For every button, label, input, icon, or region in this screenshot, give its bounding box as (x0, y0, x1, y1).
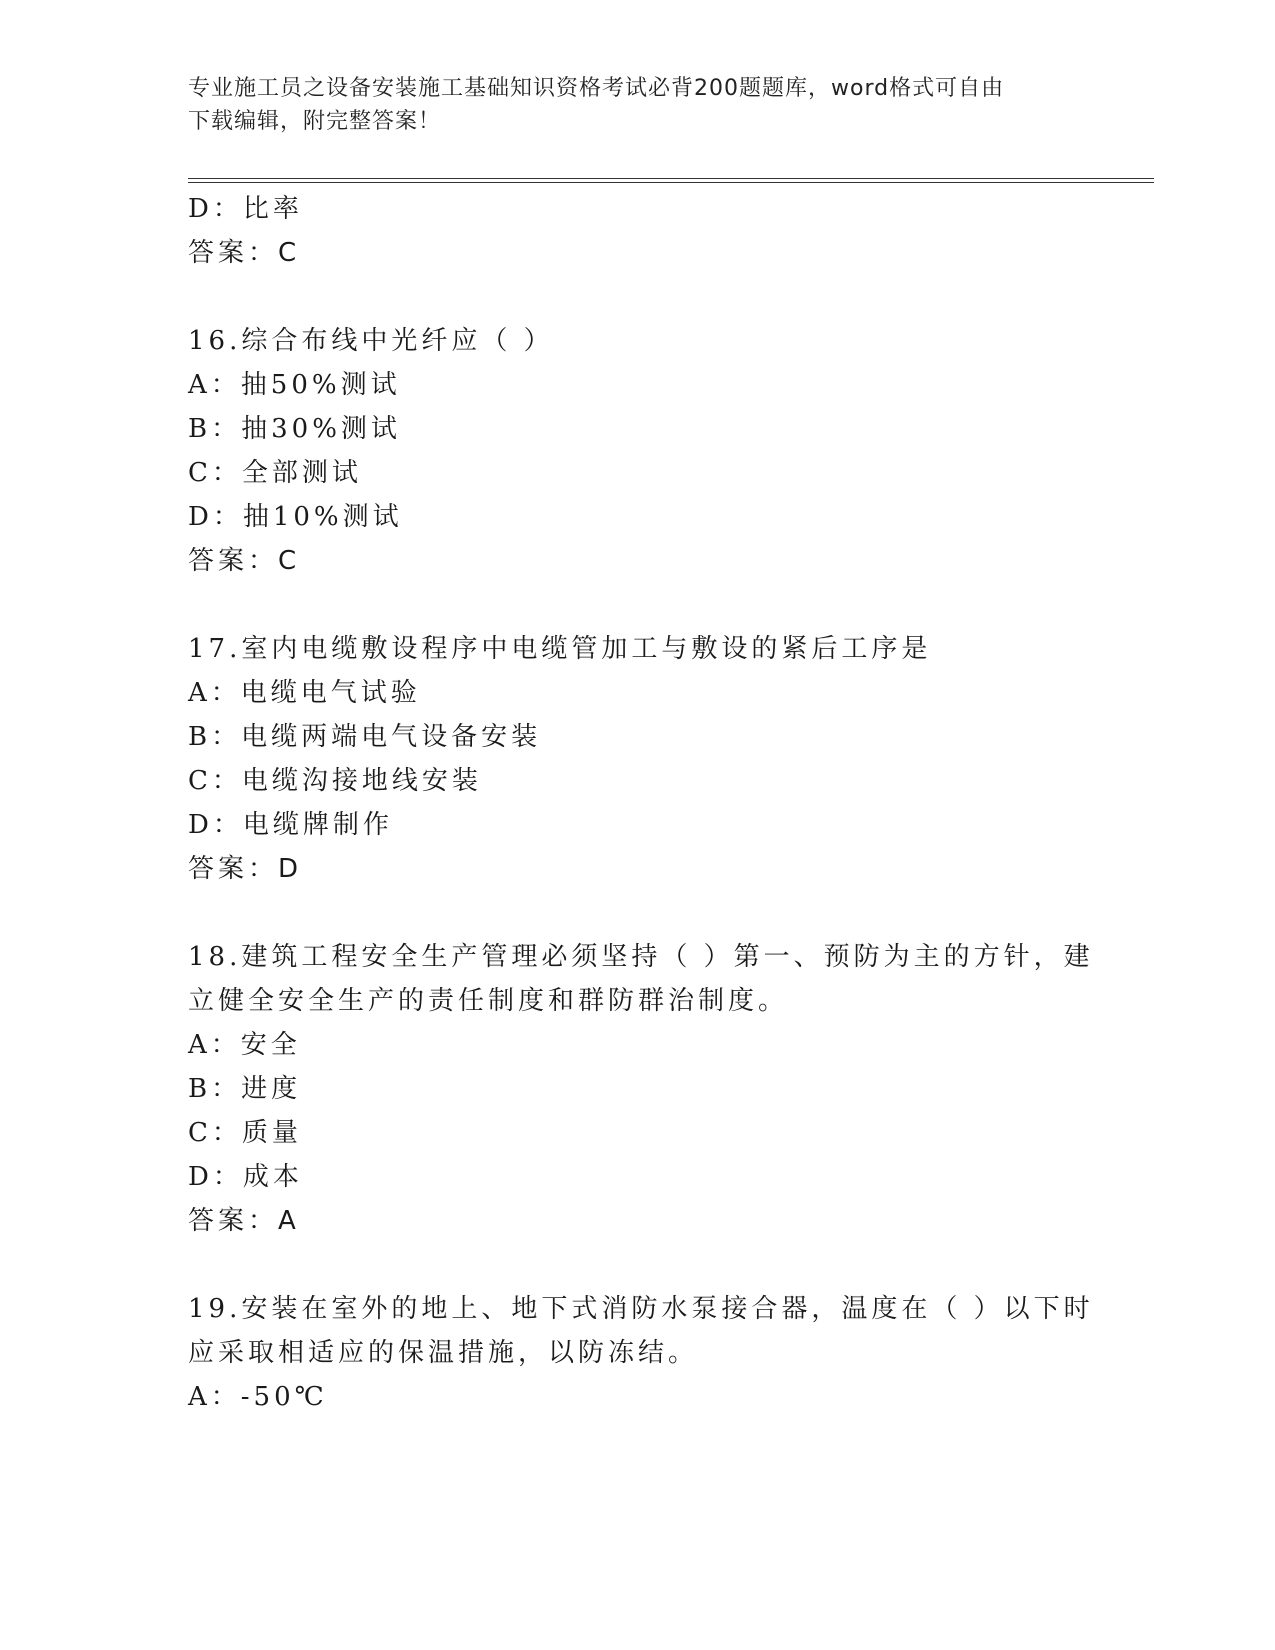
option-d: D：比率 (188, 194, 303, 224)
answer: 答案：C (188, 546, 301, 576)
header-rule-bottom (188, 182, 1154, 183)
header-rule-top (188, 178, 1154, 179)
option-d: D：成本 (188, 1162, 303, 1192)
option-a: A：抽50%测试 (188, 370, 401, 400)
question-16: 16.综合布线中光纤应（ ） (188, 326, 554, 356)
option-d: D：电缆牌制作 (188, 810, 393, 840)
option-c: C：全部测试 (188, 458, 362, 488)
option-c: C：质量 (188, 1118, 302, 1148)
header-line-1: 专业施工员之设备安装施工基础知识资格考试必背200题题库，word格式可自由 (188, 76, 1005, 101)
option-a: A：电缆电气试验 (188, 678, 421, 708)
question-19: 19.安装在室外的地上、地下式消防水泵接合器，温度在（ ）以下时 (188, 1294, 1094, 1324)
option-b: B：电缆两端电气设备安装 (188, 722, 542, 752)
option-b: B：进度 (188, 1074, 302, 1104)
question-18-continued: 立健全安全生产的责任制度和群防群治制度。 (188, 986, 789, 1016)
question-17: 17.室内电缆敷设程序中电缆管加工与敷设的紧后工序是 (188, 634, 932, 664)
option-a: A：-50℃ (188, 1382, 328, 1412)
answer: 答案：C (188, 238, 301, 268)
answer: 答案：A (188, 1206, 300, 1236)
header-line-2: 下载编辑，附完整答案！ (188, 109, 442, 134)
option-b: B：抽30%测试 (188, 414, 401, 444)
option-c: C：电缆沟接地线安装 (188, 766, 482, 796)
option-d: D：抽10%测试 (188, 502, 403, 532)
question-19-continued: 应采取相适应的保温措施，以防冻结。 (188, 1338, 699, 1368)
document-header (188, 72, 1068, 138)
answer: 答案：D (188, 854, 303, 884)
option-a: A：安全 (188, 1030, 301, 1060)
question-18: 18.建筑工程安全生产管理必须坚持（ ）第一、预防为主的方针，建 (188, 942, 1094, 972)
